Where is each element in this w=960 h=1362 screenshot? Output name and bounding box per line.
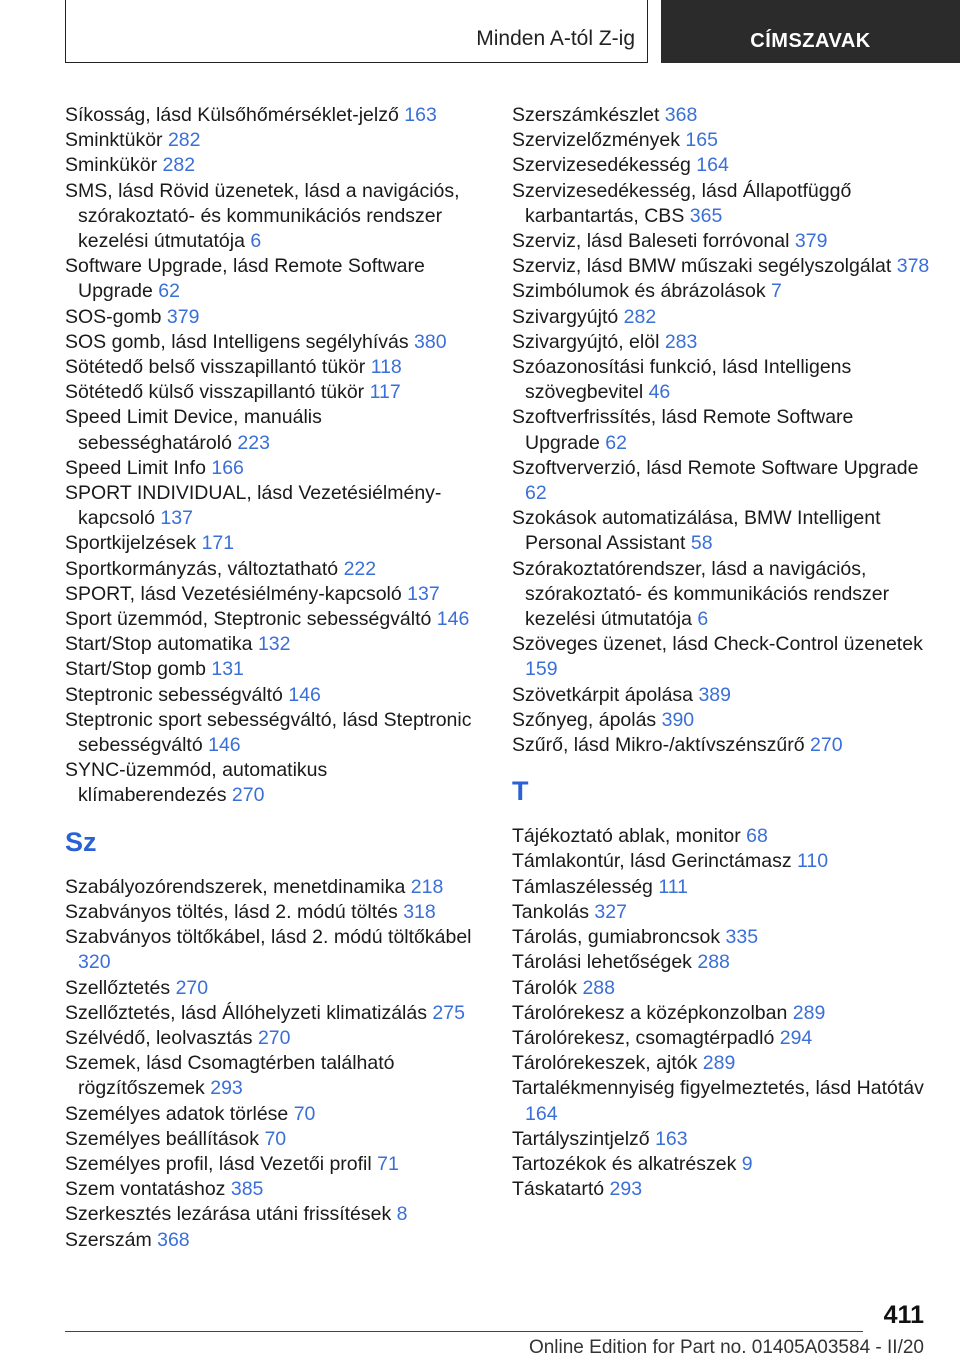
page-reference-link[interactable]: 171	[201, 532, 235, 555]
index-entry	[512, 824, 932, 849]
section-heading-sz: Sz	[65, 826, 97, 857]
page-reference-link[interactable]: 270	[175, 976, 209, 999]
footer-text: Online Edition for Part no. 01405A03584 - II/20	[528, 1337, 924, 1358]
index-entry	[65, 153, 480, 178]
index-entry	[65, 305, 480, 330]
index-entry	[65, 632, 480, 657]
page-reference-link[interactable]: 335	[725, 926, 759, 949]
page-reference-link[interactable]: 320	[78, 951, 111, 974]
index-entry	[65, 1177, 480, 1202]
index-entry	[512, 179, 932, 229]
entry-text: Szabványos töltőkábel, lásd 2. módú töltőkábel	[65, 926, 472, 949]
page-reference-link[interactable]: 294	[779, 1026, 813, 1049]
page-reference-link[interactable]: 282	[162, 154, 196, 177]
section-heading-t: T	[512, 776, 529, 807]
index-entry	[512, 405, 932, 455]
index-entry	[512, 1177, 932, 1202]
page-number: 411	[883, 1301, 924, 1329]
page-reference-link[interactable]: 137	[160, 507, 193, 530]
index-entry	[65, 355, 480, 380]
entry-text: SYNC-üzemmód, automatikus klímaberendezés	[65, 759, 328, 807]
entry-text: Tárolás, gumiabroncsok	[512, 926, 721, 949]
index-entry	[65, 582, 480, 607]
index-entry	[65, 708, 480, 758]
entry-text: Sminktükör	[65, 129, 163, 152]
index-entry	[512, 279, 932, 304]
page-reference-link[interactable]: 9	[741, 1152, 753, 1175]
page-reference-link[interactable]: 163	[404, 104, 437, 126]
entry-text: Tartozékok és alkatrészek	[512, 1152, 737, 1175]
entry-text: Szokások automatizálása, BMW Intelligent Personal Assistant	[512, 507, 881, 555]
page-reference-link[interactable]: 223	[237, 431, 270, 454]
entry-text: Szerviz, lásd Baleseti forróvonal	[512, 230, 790, 253]
page-reference-link[interactable]: 378	[896, 255, 930, 278]
index-entry	[65, 925, 480, 975]
page-reference-link[interactable]: 146	[208, 734, 241, 757]
entry-text: Szórakoztatórendszer, lásd a navigációs, szórakoztató- és kommunikációs rendszer kezelési útmutatója	[512, 557, 890, 631]
entry-text: SPORT INDIVIDUAL, lásd Vezetésiélmény-kapcsoló	[65, 482, 442, 530]
entry-text: Tartályszintjelző	[512, 1127, 650, 1150]
page-reference-link[interactable]: 380	[414, 330, 447, 353]
index-entry	[65, 875, 480, 900]
footer-divider	[65, 1331, 863, 1332]
page-reference-link[interactable]: 288	[697, 951, 730, 974]
index-entry	[65, 900, 480, 925]
index-entry	[512, 103, 932, 128]
entry-text: Szőnyeg, ápolás	[512, 708, 657, 731]
entry-text: Sportkormányzás, változtatható	[65, 557, 339, 580]
entry-text: Tárolórekeszek, ajtók	[512, 1052, 698, 1075]
page-reference-link[interactable]: 46	[648, 381, 671, 404]
page-reference-link[interactable]: 283	[664, 330, 698, 353]
index-entry	[65, 1102, 480, 1127]
entry-text: Támlakontúr, lásd Gerinctámasz	[512, 850, 792, 873]
entry-text: Szöveges üzenet, lásd Check-Control üzenetek	[512, 633, 923, 656]
index-entry	[512, 1152, 932, 1177]
page-reference-link[interactable]: 293	[609, 1178, 643, 1201]
index-entry	[65, 456, 480, 481]
page-reference-link[interactable]: 7	[771, 280, 782, 303]
page-reference-link[interactable]: 68	[746, 825, 768, 848]
page-reference-link[interactable]: 62	[158, 280, 180, 303]
entry-text: Tárolórekesz, csomagtérpadló	[512, 1026, 775, 1049]
page-reference-link[interactable]: 164	[696, 154, 729, 177]
index-entry	[65, 1051, 480, 1101]
index-entry	[512, 925, 932, 950]
index-entry	[65, 1152, 480, 1177]
entry-text: Tárolórekesz a középkonzolban	[512, 1001, 788, 1024]
index-entry	[512, 557, 932, 633]
entry-text: Tárolási lehetőségek	[512, 951, 692, 974]
index-entry	[512, 456, 932, 506]
entry-text: Szerkesztés lezárása utáni frissítések	[65, 1203, 392, 1226]
page-reference-link[interactable]: 365	[689, 204, 723, 227]
index-entry	[512, 254, 932, 279]
entry-text: Táskatartó	[512, 1178, 605, 1201]
page-reference-link[interactable]: 110	[797, 850, 829, 873]
page-reference-link[interactable]: 111	[658, 875, 688, 898]
page-reference-link[interactable]: 6	[250, 230, 262, 253]
entry-text: Szerviz, lásd BMW műszaki segélyszolgálat	[512, 255, 892, 278]
page-reference-link[interactable]: 62	[605, 431, 627, 454]
entry-text: SPORT, lásd Vezetésiélmény-kapcsoló	[65, 582, 402, 605]
page-reference-link[interactable]: 289	[792, 1001, 826, 1024]
page-reference-link[interactable]: 289	[702, 1052, 736, 1075]
entry-text: Szűrő, lásd Mikro-/aktívszénszűrő	[512, 734, 805, 757]
index-entry	[512, 950, 932, 975]
entry-text: Szoftverfrissítés, lásd Remote Software Upgrade	[512, 406, 854, 454]
entry-text: Sport üzemmód, Steptronic sebességváltó	[65, 608, 432, 631]
index-entry	[512, 153, 932, 178]
entry-text: Szimbólumok és ábrázolások	[512, 280, 766, 303]
entry-text: Szerszámkészlet	[512, 104, 660, 126]
page-reference-link[interactable]: 275	[432, 1001, 465, 1024]
entry-text: Szemek, lásd Csomagtérben található rögzítőszemek	[65, 1052, 395, 1100]
page-reference-link[interactable]: 163	[655, 1127, 688, 1150]
index-entry	[65, 1026, 480, 1051]
page-reference-link[interactable]: 146	[288, 683, 321, 706]
entry-text: Software Upgrade, lásd Remote Software Upgrade	[65, 255, 425, 303]
index-list	[65, 103, 480, 809]
entry-text: Sötétedő külső visszapillantó tükör	[65, 381, 365, 404]
index-entry	[65, 128, 480, 153]
page-reference-link[interactable]: 164	[525, 1102, 558, 1125]
page-reference-link[interactable]: 6	[697, 608, 709, 631]
entry-text: Szervizesedékesség, lásd Állapotfüggő karbantartás, CBS	[512, 179, 852, 227]
index-entry	[65, 179, 480, 255]
index-entry	[65, 330, 480, 355]
index-entry	[512, 506, 932, 556]
entry-text: Tájékoztató ablak, monitor	[512, 825, 741, 848]
entry-text: Szem vontatáshoz	[65, 1178, 226, 1201]
index-entry	[65, 1202, 480, 1227]
entry-text: Speed Limit Device, manuális sebességhatároló	[65, 406, 322, 454]
index-column-left	[65, 103, 480, 1253]
index-entry	[512, 1001, 932, 1026]
page-reference-link[interactable]: 270	[231, 784, 265, 807]
entry-text: Sötétedő belső visszapillantó tükör	[65, 356, 366, 379]
page-reference-link[interactable]: 389	[698, 683, 731, 706]
index-entry	[65, 758, 480, 808]
page-reference-link[interactable]: 368	[157, 1228, 190, 1251]
index-entry	[512, 1026, 932, 1051]
entry-text: Szervizesedékesség	[512, 154, 691, 177]
page-reference-link[interactable]: 318	[403, 900, 436, 923]
index-entry	[512, 305, 932, 330]
index-entry	[65, 380, 480, 405]
section-tab: CÍMSZAVAK	[661, 0, 960, 63]
index-entry	[512, 683, 932, 708]
entry-text: Személyes adatok törlése	[65, 1102, 289, 1125]
page-reference-link[interactable]: 218	[410, 875, 444, 898]
index-entry	[65, 557, 480, 582]
page-reference-link[interactable]: 270	[810, 734, 843, 757]
entry-text: Sminkükör	[65, 154, 158, 177]
entry-text: Szoftververzió, lásd Remote Software Upgrade	[512, 456, 919, 479]
index-entry	[512, 733, 932, 758]
index-entry	[512, 355, 932, 405]
entry-text: SOS-gomb	[65, 305, 162, 328]
entry-text: Személyes profil, lásd Vezetői profil	[65, 1152, 372, 1175]
page-reference-link[interactable]: 58	[690, 532, 713, 555]
index-entry	[65, 1127, 480, 1152]
page-reference-link[interactable]: 390	[661, 708, 695, 731]
page-reference-link[interactable]: 270	[257, 1026, 291, 1049]
header-box	[65, 0, 648, 63]
entry-text: Start/Stop automatika	[65, 633, 253, 656]
entry-text: Start/Stop gomb	[65, 658, 206, 681]
entry-text: Steptronic sport sebességváltó, lásd Steptronic sebességváltó	[65, 708, 472, 757]
page-reference-link[interactable]: 137	[407, 582, 440, 605]
index-entry	[512, 875, 932, 900]
entry-text: Szivargyújtó, elöl	[512, 330, 660, 353]
index-entry	[512, 849, 932, 874]
entry-text: Támlaszélesség	[512, 875, 653, 898]
entry-text: Síkosság, lásd Külsőhőmérséklet-jelző	[65, 104, 399, 126]
page-reference-link[interactable]: 166	[211, 456, 244, 479]
index-entry	[512, 900, 932, 925]
entry-text: Szellőztetés	[65, 976, 171, 999]
index-entry	[512, 229, 932, 254]
entry-text: Szervizelőzmények	[512, 129, 680, 152]
page-reference-link[interactable]: 368	[664, 104, 698, 126]
page-reference-link[interactable]: 118	[370, 356, 402, 379]
entry-text: Steptronic sebességváltó	[65, 683, 283, 706]
index-column-right	[512, 103, 932, 1202]
entry-text: Szellőztetés, lásd Állóhelyzeti klimatizálás	[65, 1001, 427, 1024]
page-reference-link[interactable]: 288	[582, 976, 615, 999]
entry-text: Speed Limit Info	[65, 456, 206, 479]
page-reference-link[interactable]: 8	[396, 1203, 408, 1226]
page-reference-link[interactable]: 293	[210, 1077, 243, 1100]
entry-text: Sportkijelzések	[65, 532, 197, 555]
index-entry	[65, 657, 480, 682]
page-reference-link[interactable]: 385	[230, 1178, 264, 1201]
index-entry	[65, 405, 480, 455]
page-reference-link[interactable]: 146	[436, 608, 470, 631]
page-reference-link[interactable]: 117	[369, 381, 401, 404]
entry-text: Szivargyújtó	[512, 305, 619, 328]
index-entry	[65, 976, 480, 1001]
entry-text: Szélvédő, leolvasztás	[65, 1026, 253, 1049]
index-entry	[65, 1001, 480, 1026]
entry-text: Tárolók	[512, 976, 578, 999]
page-reference-link[interactable]: 379	[794, 230, 828, 253]
index-entry	[65, 103, 480, 128]
index-entry	[65, 683, 480, 708]
index-list	[65, 875, 480, 1253]
entry-text: Szabványos töltés, lásd 2. módú töltés	[65, 900, 398, 923]
index-entry	[65, 1228, 480, 1253]
index-entry	[512, 1051, 932, 1076]
index-list	[512, 824, 932, 1202]
page-reference-link[interactable]: 282	[167, 129, 201, 152]
page-reference-link[interactable]: 71	[377, 1152, 399, 1175]
page-reference-link[interactable]: 70	[293, 1102, 316, 1125]
page-reference-link[interactable]: 282	[623, 305, 657, 328]
page-reference-link[interactable]: 131	[211, 658, 244, 681]
entry-text: Tankolás	[512, 900, 589, 923]
page-reference-link[interactable]: 165	[685, 129, 718, 152]
index-entry	[65, 481, 480, 531]
index-entry	[512, 128, 932, 153]
index-entry	[512, 632, 932, 682]
header-title: Minden A-tól Z-ig	[476, 27, 635, 50]
entry-text: Szövetkárpit ápolása	[512, 683, 694, 706]
index-entry	[65, 607, 480, 632]
page-reference-link[interactable]: 379	[166, 305, 200, 328]
page-reference-link[interactable]: 159	[525, 658, 558, 681]
entry-text: SMS, lásd Rövid üzenetek, lásd a navigációs, szórakoztató- és kommunikációs rendszer kezelési útmutatója	[65, 179, 460, 253]
page-reference-link[interactable]: 70	[264, 1127, 287, 1150]
index-entry	[512, 330, 932, 355]
index-entry	[65, 531, 480, 556]
entry-text: Szóazonosítási funkció, lásd Intelligens szövegbevitel	[512, 356, 852, 404]
index-entry	[65, 254, 480, 304]
page-reference-link[interactable]: 222	[343, 557, 377, 580]
entry-text: Személyes beállítások	[65, 1127, 260, 1150]
index-entry	[512, 1076, 932, 1126]
index-entry	[512, 708, 932, 733]
page-reference-link[interactable]: 327	[594, 900, 627, 923]
index-entry	[512, 1127, 932, 1152]
page-reference-link[interactable]: 62	[525, 482, 547, 505]
entry-text: SOS gomb, lásd Intelligens segélyhívás	[65, 330, 409, 353]
entry-text: Szerszám	[65, 1228, 152, 1251]
entry-text: Szabályozórendszerek, menetdinamika	[65, 875, 406, 898]
page-reference-link[interactable]: 132	[257, 633, 291, 656]
index-entry	[512, 976, 932, 1001]
index-list	[512, 103, 932, 758]
entry-text: Tartalékmennyiség figyelmeztetés, lásd Hatótáv	[512, 1077, 924, 1100]
